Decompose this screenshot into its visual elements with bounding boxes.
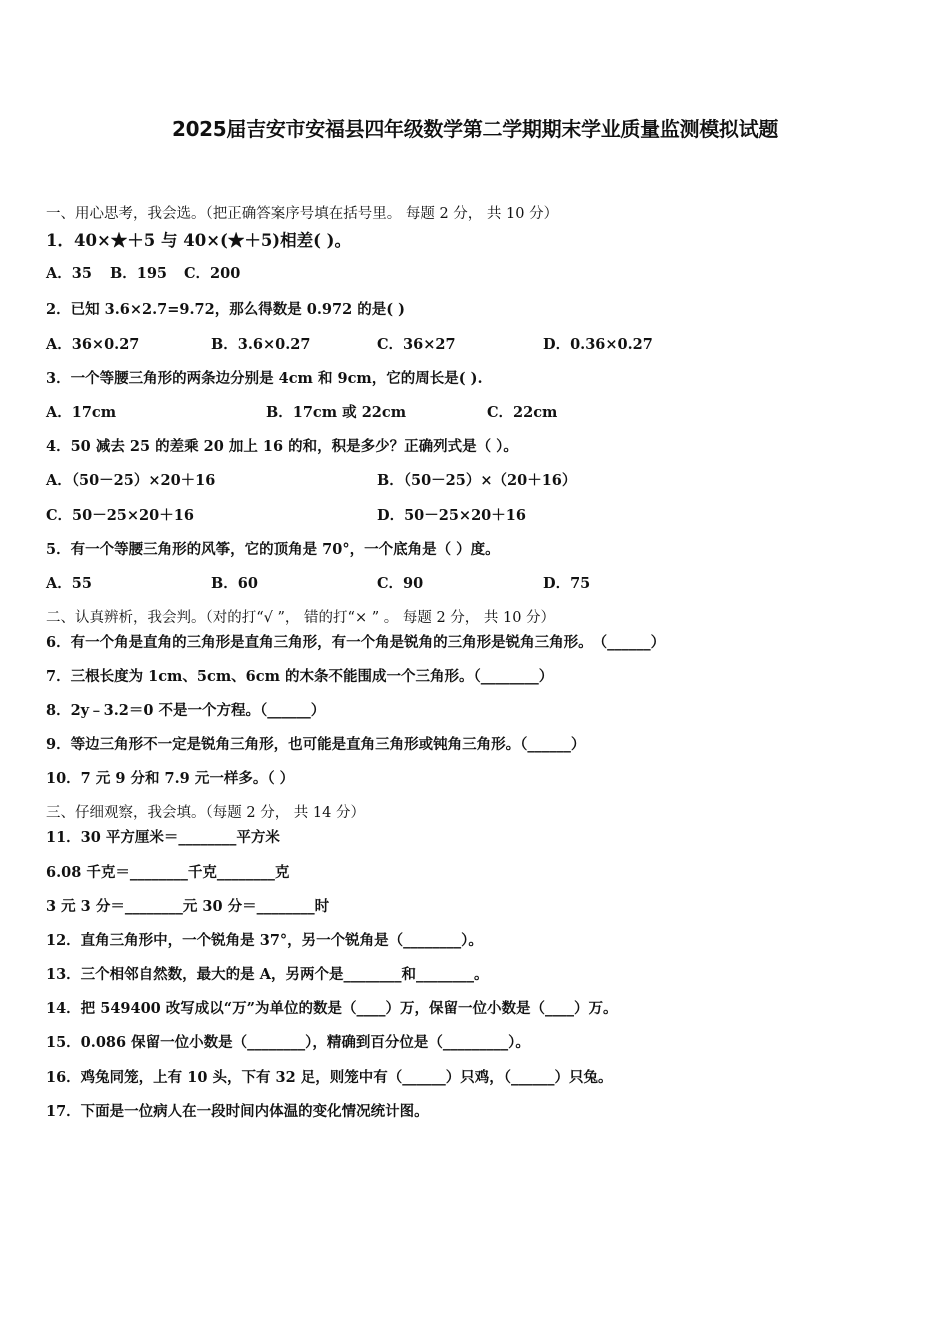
- question-4-option-b: B．（50－25）×（20＋16）: [377, 472, 577, 489]
- question-3-option-b: B．17cm 或 22cm: [266, 404, 407, 421]
- question-4-option-c: C．50－25×20＋16: [46, 507, 194, 524]
- question-7: 7．三根长度为 1cm、5cm、6cm 的木条不能围成一个三角形。（________）: [46, 668, 554, 685]
- question-14: 14．把 549400 改写成以“万”为单位的数是（____）万，保留一位小数是（____）万。: [46, 1000, 618, 1017]
- section-2-heading: 二、认真辨析，我会判。（对的打“√ ”， 错的打“× ” 。 每题 2 分， 共 10 分）: [46, 610, 556, 626]
- question-6: 6．有一个角是直角的三角形是直角三角形，有一个角是锐角的三角形是锐角三角形。 （______）: [46, 634, 666, 651]
- question-3-option-c: C．22cm: [487, 404, 558, 421]
- page-title: 2025届吉安市安福县四年级数学第二学期期末学业质量监测模拟试题: [171, 117, 779, 141]
- question-3-option-a: A．17cm: [46, 404, 117, 421]
- question-4-stem: 4．50 减去 25 的差乘 20 加上 16 的和，积是多少？正确列式是（ ）。: [46, 438, 518, 455]
- question-1-option-a: A．35: [46, 265, 92, 282]
- question-17: 17．下面是一位病人在一段时间内体温的变化情况统计图。: [46, 1103, 429, 1120]
- question-13: 13．三个相邻自然数，最大的是 A，另两个是________和________。: [46, 966, 489, 983]
- question-2-option-a: A．36×0.27: [46, 336, 140, 353]
- section-3-heading: 三、仔细观察，我会填。（每题 2 分， 共 14 分）: [46, 805, 365, 821]
- question-5-option-a: A．55: [46, 575, 92, 592]
- question-15: 15．0.086 保留一位小数是（________），精确到百分位是（_________）。: [46, 1034, 530, 1051]
- section-1-heading: 一、用心思考，我会选。（把正确答案序号填在括号里。 每题 2 分， 共 10 分）: [46, 206, 559, 222]
- question-11-part-1: 11．30 平方厘米＝________平方米: [46, 829, 280, 846]
- question-11-part-2: 6.08 千克＝________千克________克: [46, 864, 290, 881]
- question-12: 12．直角三角形中，一个锐角是 37°，另一个锐角是（________）。: [46, 932, 483, 949]
- question-5-stem: 5．有一个等腰三角形的风筝，它的顶角是 70°，一个底角是（ ）度。: [46, 541, 500, 558]
- question-16: 16．鸡兔同笼，上有 10 头，下有 32 足，则笼中有（______）只鸡，（______）只兔。: [46, 1069, 613, 1086]
- question-1-stem: 1．40×★＋5 与 40×(★＋5)相差( )。: [46, 231, 351, 250]
- question-5-option-d: D．75: [543, 575, 591, 592]
- question-1-option-b: B．195: [110, 265, 168, 282]
- question-5-option-b: B．60: [211, 575, 258, 592]
- question-2-option-c: C．36×27: [377, 336, 456, 353]
- question-8: 8．2y﹣3.2＝0 不是一个方程。（______）: [46, 702, 326, 719]
- question-2-stem: 2．已知 3.6×2.7=9.72，那么得数是 0.972 的是( ): [46, 301, 405, 318]
- question-2-option-b: B．3.6×0.27: [211, 336, 311, 353]
- question-1-option-c: C．200: [184, 265, 241, 282]
- question-4-option-d: D．50－25×20＋16: [377, 507, 526, 524]
- question-5-option-c: C．90: [377, 575, 424, 592]
- question-10: 10．7 元 9 分和 7.9 元一样多。（ ）: [46, 770, 295, 787]
- question-2-option-d: D．0.36×0.27: [543, 336, 653, 353]
- question-3-stem: 3．一个等腰三角形的两条边分别是 4cm 和 9cm，它的周长是( ).: [46, 370, 483, 387]
- question-4-option-a: A．（50－25）×20＋16: [46, 472, 216, 489]
- question-9: 9．等边三角形不一定是锐角三角形，也可能是直角三角形或钝角三角形。（______）: [46, 736, 586, 753]
- question-11-part-3: 3 元 3 分＝________元 30 分＝________时: [46, 898, 330, 915]
